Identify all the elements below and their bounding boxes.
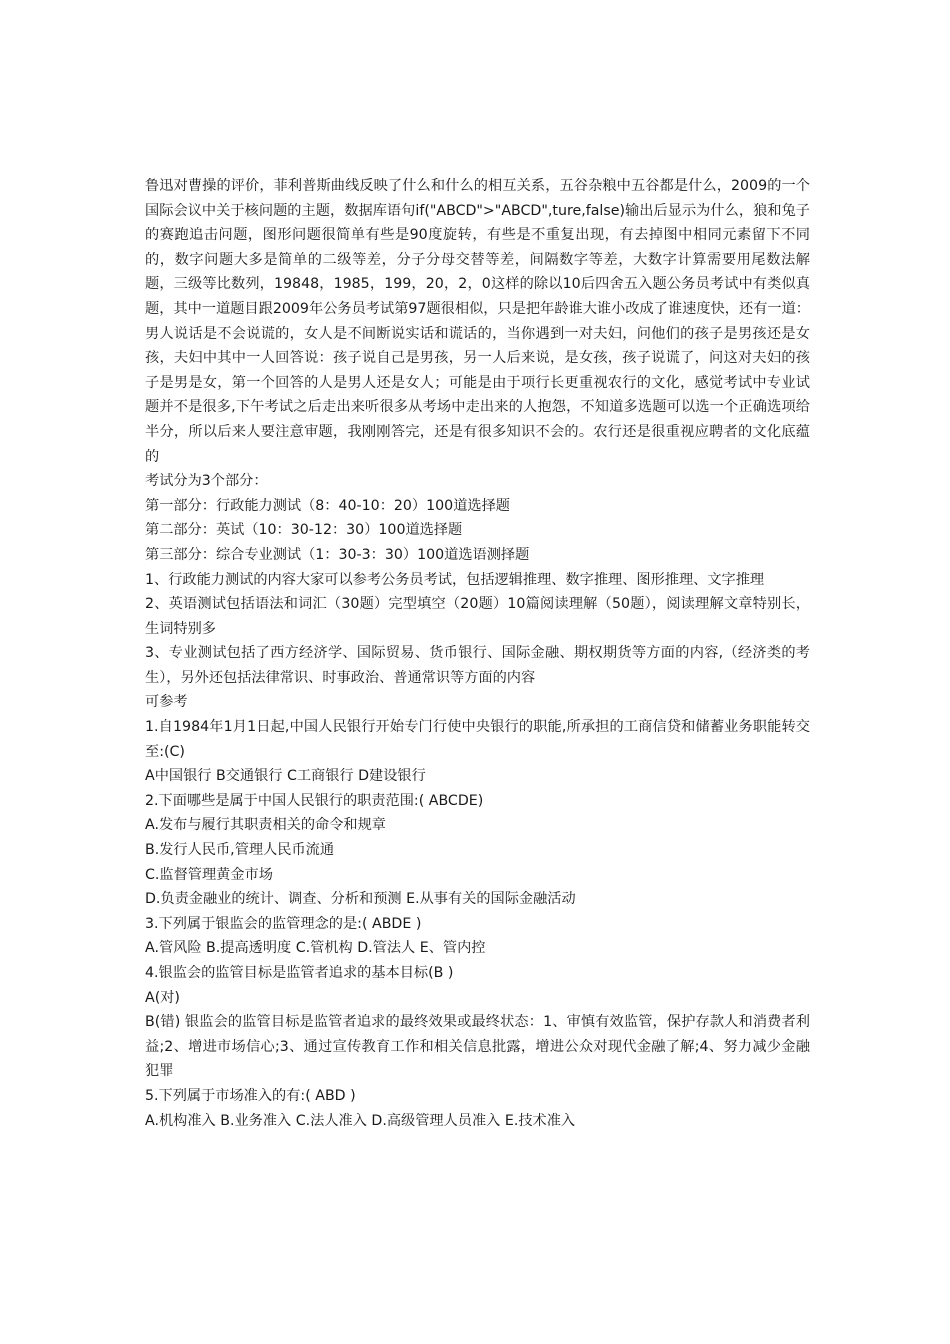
exam-part-2: 第二部分：英试（10：30-12：30）100道选择题	[145, 522, 463, 539]
question-3: 3.下列属于银监会的监管理念的是:( ABDE )	[145, 915, 422, 932]
question-4: 4.银监会的监管目标是监管者追求的基本目标(B )	[145, 965, 454, 981]
question-2-option-b: B.发行人民币,管理人民币流通	[145, 842, 335, 859]
document-body	[145, 174, 810, 1133]
exam-part-3: 第三部分：综合专业测试（1：30-3：30）100道选语测择题	[145, 546, 530, 563]
question-5-options: A.机构准入 B.业务准入 C.法人准入 D.高级管理人员准入 E.技术准入	[145, 1112, 576, 1129]
question-2-option-de: D.负责金融业的统计、调查、分析和预测 E.从事有关的国际金融活动	[145, 891, 576, 908]
question-2: 2.下面哪些是属于中国人民银行的职责范围:( ABCDE)	[145, 792, 484, 809]
note-3: 3、专业测试包括了西方经济学、国际贸易、货币银行、国际金融、期权期货等方面的内容,（经济类的考生），另外还包括法律常识、时事政治、普通常识等方面的内容	[145, 645, 810, 686]
question-4-option-b: B(错) 银监会的监管目标是监管者追求的最终效果或最终状态：1、审慎有效监管，保护存款人和消费者利益;2、增进市场信心;3、通过宣传教育工作和相关信息批露，增进公众对现代金融了解;4、努力减少金融犯罪	[145, 1014, 810, 1080]
question-5: 5.下列属于市场准入的有:( ABD )	[145, 1087, 356, 1104]
reference-heading: 可参考	[145, 694, 188, 711]
intro-paragraph: 鲁迅对曹操的评价，菲利普斯曲线反映了什么和什么的相互关系，五谷杂粮中五谷都是什么，2009的一个国际会议中关于核问题的主题，数据库语句if("ABCD">"ABCD",ture,false)输出后显示为什么，狼和兔子的赛跑追击问题，图形问题很简单有些是90度旋转，有些是不重复出现，有去掉图中相同元素留下不同的，数字问题大多是简单的二级等差，分子分母交替等差，间隔数字等差，大数字计算需要用尾数法解题，三级等比数列，19848，1985，199，20，2，0这样的除以10后四舍五入题公务员考试中有类似真题，其中一道题目跟2009年公务员考试第97题很相似，只是把年龄谁大谁小改成了谁速度快，还有一道：男人说话是不会说谎的，女人是不间断说实话和谎话的，当你遇到一对夫妇，问他们的孩子是男孩还是女孩，夫妇中其中一人回答说：孩子说自己是男孩，另一人后来说，是女孩，孩子说谎了，问这对夫妇的孩子是男是女，第一个回答的人是男人还是女人；可能是由于项行长更重视农行的文化，感觉考试中专业试题并不是很多,下午考试之后走出来听很多从考场中走出来的人抱怨，不知道多选题可以选一个正确选项给半分，所以后来人要注意审题，我刚刚答完，还是有很多知识不会的。农行还是很重视应聘者的文化底蕴的	[145, 178, 810, 465]
question-1: 1.自1984年1月1日起,中国人民银行开始专门行使中央银行的职能,所承担的工商信贷和储蓄业务职能转交至:(C)	[145, 719, 810, 760]
exam-part-1: 第一部分：行政能力测试（8：40-10：20）100道选择题	[145, 497, 510, 514]
question-1-options: A中国银行 B交通银行 C工商银行 D建设银行	[145, 768, 426, 785]
note-2: 2、英语测试包括语法和词汇（30题）完型填空（20题）10篇阅读理解（50题），阅读理解文章特别长，生词特别多	[145, 596, 810, 637]
question-2-option-c: C.监督管理黄金市场	[145, 866, 273, 883]
note-1: 1、行政能力测试的内容大家可以参考公务员考试，包括逻辑推理、数字推理、图形推理、文字推理	[145, 571, 765, 588]
question-3-options: A.管风险 B.提高透明度 C.管机构 D.管法人 E、管内控	[145, 940, 486, 957]
question-2-option-a: A.发布与履行其职责相关的命令和规章	[145, 817, 386, 834]
question-4-option-a: A(对)	[145, 989, 180, 1006]
exam-structure-heading: 考试分为3个部分：	[145, 473, 268, 490]
